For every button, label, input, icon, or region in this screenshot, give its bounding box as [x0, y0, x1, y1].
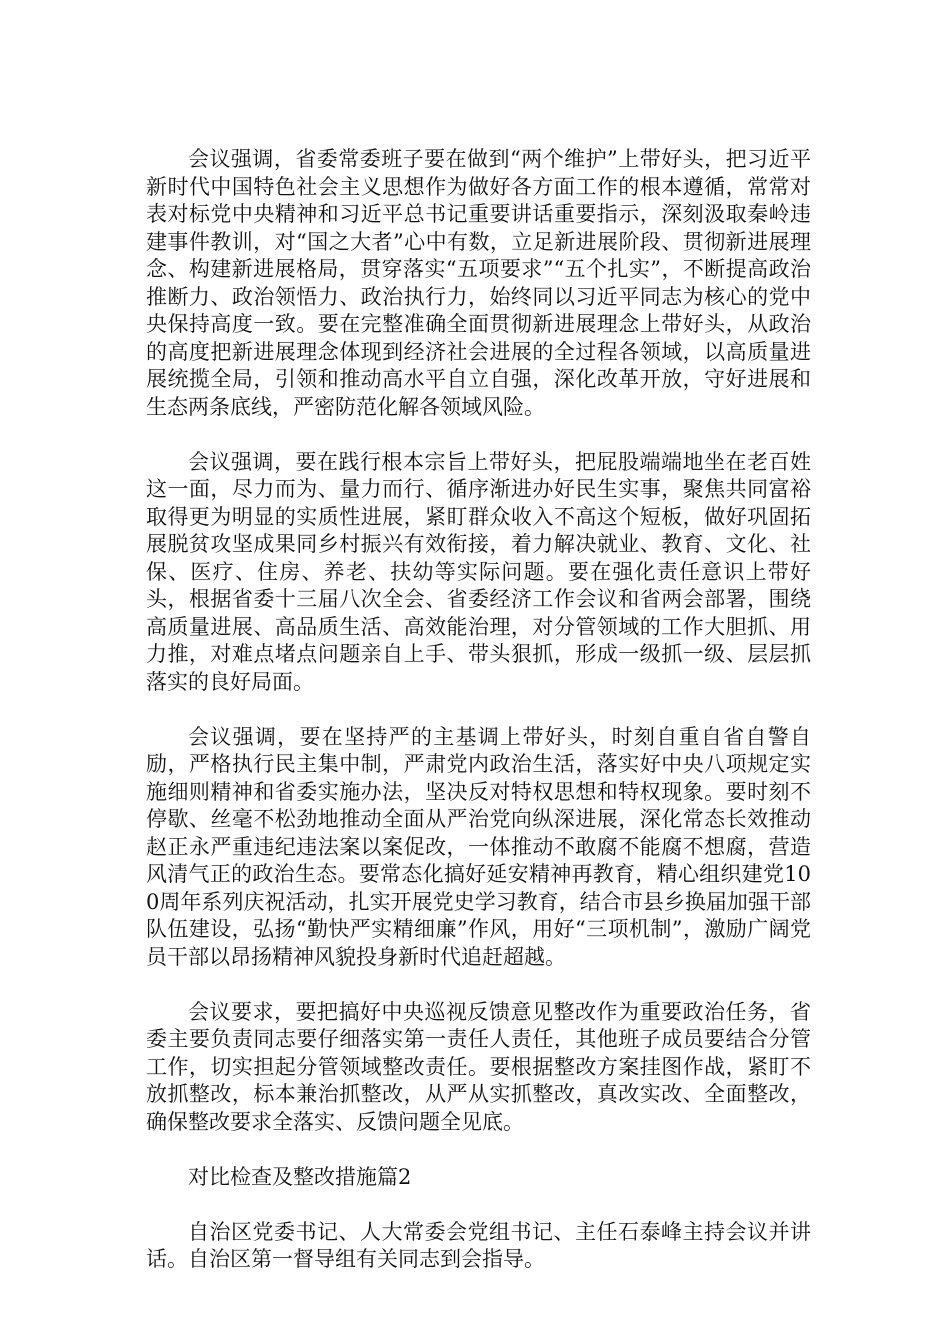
section-heading: 对比检查及整改措施篇2 — [188, 1164, 412, 1189]
document-page — [146, 146, 811, 1301]
body-paragraph: 会议要求，要把搞好中央巡视反馈意见整改作为重要政治任务，省委主要负责同志要仔细落实第一责任人责任，其他班子成员要结合分管工作，切实担起分管领域整改责任。要根据整改方案挂图作战，紧盯不放抓整改，标本兼治抓整改，从严从实抓整改，真改实改、全面整改，确保整改要求全落实、反馈问题全见底。 — [146, 999, 811, 1134]
body-paragraph: 自治区党委书记、人大常委会党组书记、主任石泰峰主持会议并讲话。自治区第一督导组有关同志到会指导。 — [146, 1219, 811, 1271]
body-paragraph: 会议强调，要在坚持严的主基调上带好头，时刻自重自省自警自励，严格执行民主集中制，严肃党内政治生活，落实好中央八项规定实施细则精神和省委实施办法，坚决反对特权思想和特权现象。要时刻不停歇、丝毫不松劲地推动全面从严治党向纵深进展，深化常态长效推动赵正永严重违纪违法案以案促改，一体推动不敢腐不能腐不想腐，营造风清气正的政治生态。要常态化搞好延安精神再教育，精心组织建党100周年系列庆祝活动，扎实开展党史学习教育，结合市县乡换届加强干部队伍建设，弘扬“勤快严实精细廉”作风，用好“三项机制”，激励广阔党员干部以昂扬精神风貌投身新时代追赶超越。 — [146, 724, 811, 969]
body-paragraph: 会议强调，省委常委班子要在做到“两个维护”上带好头，把习近平新时代中国特色社会主义思想作为做好各方面工作的根本遵循，常常对表对标党中央精神和习近平总书记重要讲话重要指示，深刻汲取秦岭违建事件教训，对“国之大者”心中有数，立足新进展阶段、贯彻新进展理念、构建新进展格局，贯穿落实“五项要求”“五个扎实”，不断提高政治推断力、政治领悟力、政治执行力，始终同以习近平同志为核心的党中央保持高度一致。要在完整准确全面贯彻新进展理念上带好头，从政治的高度把新进展理念体现到经济社会进展的全过程各领域，以高质量进展统揽全局，引领和推动高水平自立自强，深化改革开放，守好进展和生态两条底线，严密防范化解各领域风险。 — [146, 147, 811, 419]
body-paragraph: 会议强调，要在践行根本宗旨上带好头，把屁股端端地坐在老百姓这一面，尽力而为、量力而行、循序渐进办好民生实事，聚焦共同富裕取得更为明显的实质性进展，紧盯群众收入不高这个短板，做好巩固拓展脱贫攻坚成果同乡村振兴有效衔接，着力解决就业、教育、文化、社保、医疗、住房、养老、扶幼等实际问题。要在强化责任意识上带好头，根据省委十三届八次全会、省委经济工作会议和省两会部署，围绕高质量进展、高品质生活、高效能治理，对分管领域的工作大胆抓、用力推，对难点堵点问题亲自上手、带头狠抓，形成一级抓一级、层层抓落实的良好局面。 — [146, 449, 811, 694]
